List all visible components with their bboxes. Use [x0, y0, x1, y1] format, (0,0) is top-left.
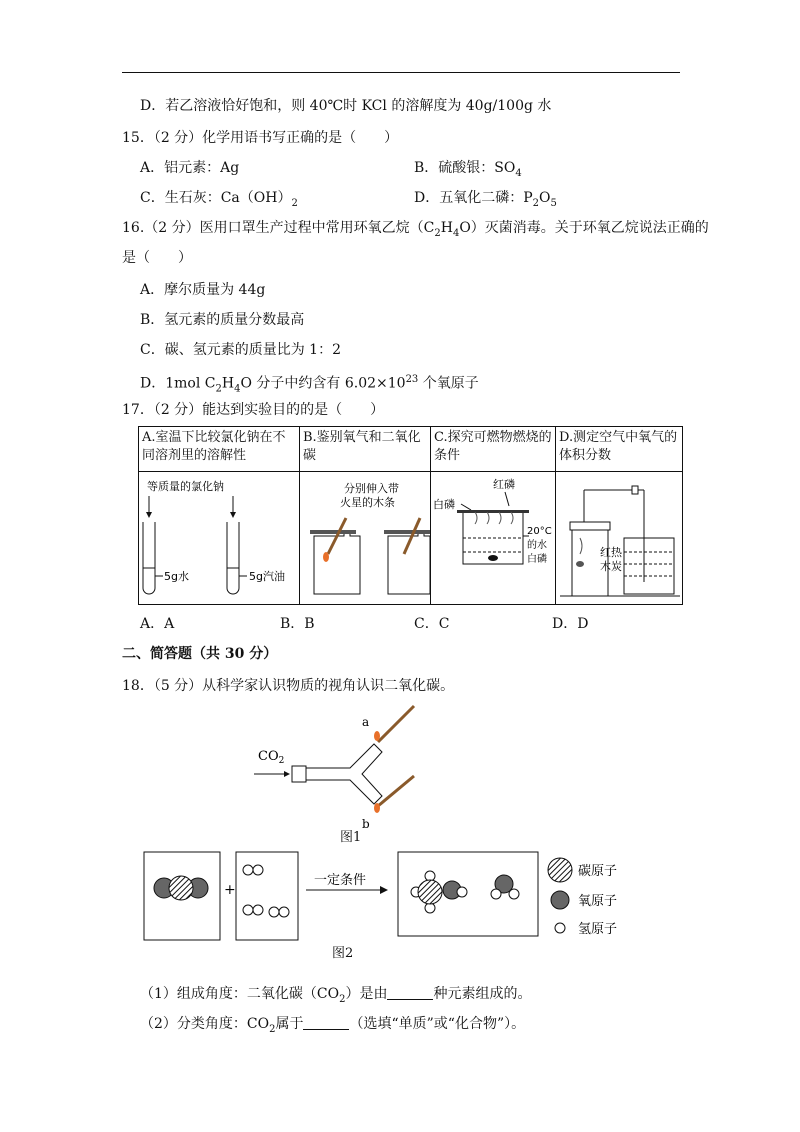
q17-answer-c: C．C [414, 616, 450, 632]
q17-cell-d: D.测定空气中氧气的体积分数 [556, 427, 683, 472]
label-b: b [362, 817, 370, 831]
svg-text:+: + [224, 882, 236, 898]
q17-image-d [556, 472, 683, 605]
label-red-p: 红磷 [493, 478, 515, 491]
label-gasoline: 5g汽油 [249, 570, 285, 583]
q16-option-d: D．1mol $C_2H_4O$ 分子中约含有 $6.02\times 10^{23}$ 个氧原子 [140, 374, 479, 395]
q15-stem: 15．（2 分）化学用语书写正确的是（ ） [122, 130, 399, 146]
y-tube [306, 744, 382, 804]
q16-option-c: C．碳、氢元素的质量比为 1：2 [140, 342, 341, 358]
label-stick-2: 火星的木条 [340, 496, 395, 509]
label-nacl: 等质量的氯化钠 [147, 480, 224, 493]
label-water: 5g水 [164, 570, 189, 583]
q17-image-c [431, 472, 556, 605]
q17-answer-d: D．D [552, 616, 589, 632]
test-tube-gasoline [227, 522, 239, 594]
box-h2 [236, 852, 298, 940]
q17-table [138, 426, 683, 605]
legend-hydrogen: 氢原子 [578, 922, 618, 937]
header-rule [122, 72, 680, 73]
figure-1-caption: 图1 [340, 830, 362, 845]
q15-option-c: C．生石灰：$Ca(OH)_2$ [140, 190, 298, 209]
q15-option-b: B．硫酸银：$SO_4$ [414, 160, 522, 179]
label-temp: 20°C [527, 526, 552, 537]
label-stick-1: 分别伸入带 [344, 482, 399, 495]
q18-part2: （2）分类角度：$CO_2$属于 （选填“单质”或“化合物”）。 [140, 1016, 526, 1035]
q16-stem: 16.（2 分）医用口罩生产过程中常用环氧乙烷$(C_2H_4O)$灭菌消毒。关于环氧乙烷说法正确的 [122, 220, 709, 239]
q18-part1: （1）组成角度：二氧化碳$(CO_2)$是由 种元素组成的。 [140, 986, 532, 1005]
q15-option-a: A．铝元素：Ag [140, 160, 240, 176]
q16-stem-cont: 是（ ） [122, 250, 192, 266]
q17-cell-b: B.鉴别氧气和二氧化碳 [300, 427, 431, 472]
label-charcoal: 木炭 [600, 560, 622, 573]
answer-blank-1[interactable] [387, 985, 433, 1000]
jar-left [314, 532, 360, 594]
test-tube-water [143, 522, 155, 594]
water-beaker [624, 538, 674, 594]
legend-oxygen: 氧原子 [578, 894, 618, 909]
q17-answer-a: A．A [140, 616, 175, 632]
label-white-p-top: 白磷 [433, 498, 455, 511]
q16-option-a: A．摩尔质量为 44g [140, 282, 266, 298]
legend-carbon: 碳原子 [578, 864, 618, 879]
figure-2 [140, 848, 660, 960]
q18-stem: 18．（5 分）从科学家认识物质的视角认识二氧化碳。 [122, 678, 455, 694]
q17-stem: 17．（2 分）能达到实验目的的是（ ） [122, 402, 385, 418]
svg-text:CO2: $CO_2$ [258, 749, 285, 766]
q16-option-b: B．氢元素的质量分数最高 [140, 312, 305, 328]
q14-option-d: D．若乙溶液恰好饱和，则 40℃时 KCl 的溶解度为 40g/100g 水 [140, 98, 552, 114]
label-white-p-bottom: 白磷 [527, 554, 547, 565]
section-title: 二、简答题（共 30 分） [122, 646, 278, 662]
label-water-c: 的水 [527, 540, 547, 551]
q17-image-a [139, 472, 300, 605]
answer-blank-2[interactable] [303, 1015, 349, 1030]
reaction-condition: 一定条件 [314, 873, 367, 888]
q17-cell-c: C.探究可燃物燃烧的条件 [431, 427, 556, 472]
label-hot: 红热 [600, 546, 622, 559]
q17-answer-b: B．B [280, 616, 315, 632]
figure-2-caption: 图2 [332, 946, 354, 961]
q17-image-b [300, 472, 431, 605]
q17-cell-a: A.室温下比较氯化钠在不同溶剂里的溶解性 [139, 427, 300, 472]
label-a: a [362, 715, 370, 729]
figure-1 [250, 702, 450, 842]
q15-option-d: D．五氧化二磷：$P_2O_5$ [414, 190, 557, 209]
